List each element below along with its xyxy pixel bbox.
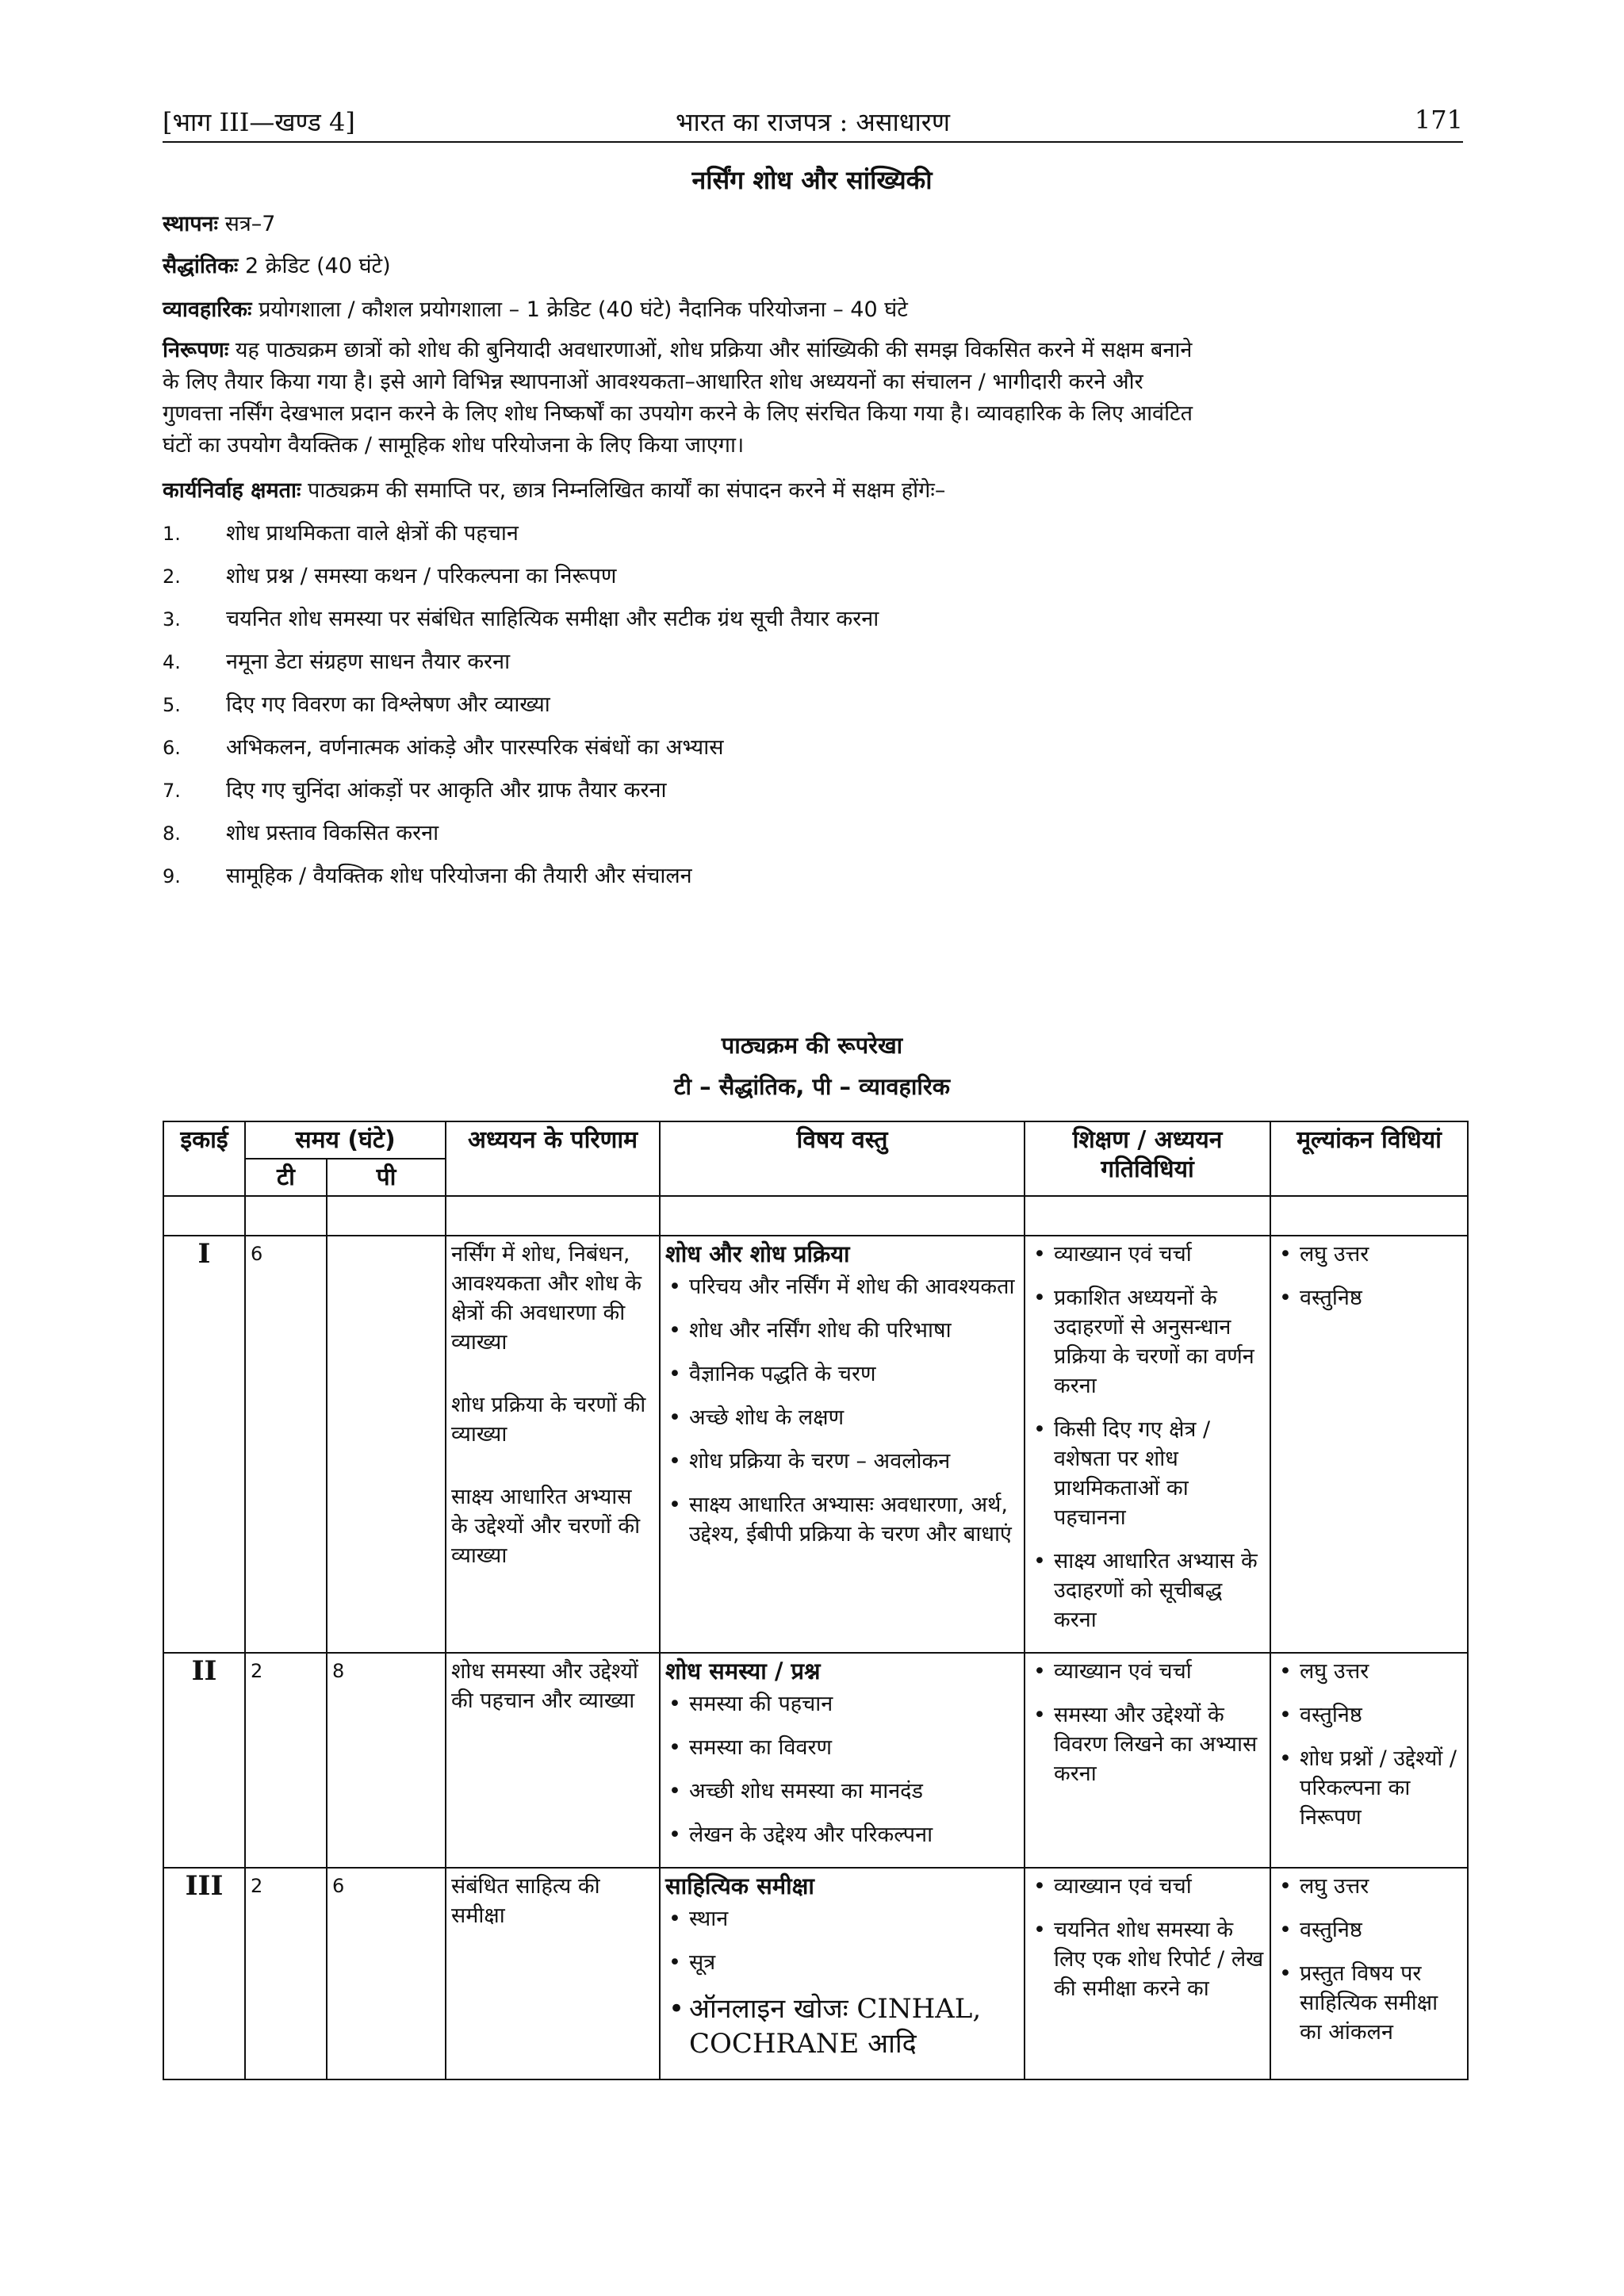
assessment-cell xyxy=(1270,1236,1468,1653)
content-list xyxy=(665,1689,1019,1849)
content-item: • ऑनलाइन खोजः CINHAL, COCHRANE आदि xyxy=(665,1991,1019,2061)
content-item: • वैज्ञानिक पद्धति के चरण xyxy=(665,1359,1019,1389)
outcome-item: साक्ष्य आधारित अभ्यास के उद्देश्यों और चरणों की व्याख्या xyxy=(451,1485,641,1568)
content-cell xyxy=(660,1653,1025,1868)
teaching-item: • व्याख्यान एवं चर्चा xyxy=(1030,1872,1265,1901)
theory-line xyxy=(163,250,1463,279)
practical-line xyxy=(163,293,1463,323)
assessment-item: • प्रस्तुत विषय पर साहित्यिक समीक्षा का आंकलन xyxy=(1276,1959,1462,2047)
content-item: • स्थान xyxy=(665,1904,1019,1934)
outline-subtitle: टी – सैद्धांतिक, पी – व्यावहारिक xyxy=(673,1073,951,1100)
outline-title: पाठ्यक्रम की रूपरेखा xyxy=(721,1032,903,1059)
teaching-list xyxy=(1030,1872,1265,2003)
teaching-list xyxy=(1030,1240,1265,1635)
unit-cell: II xyxy=(163,1653,245,1868)
content-item: • सूत्र xyxy=(665,1948,1019,1977)
assessment-cell xyxy=(1270,1868,1468,2079)
course-title: नर्सिंग शोध और सांख्यिकी xyxy=(691,165,933,195)
competency-item: 1. शोध प्राथमिकता वाले क्षेत्रों की पहचान xyxy=(163,521,519,546)
competency-item: 4. नमूना डेटा संग्रहण साधन तैयार करना xyxy=(163,650,511,674)
table-header-row xyxy=(163,1121,1468,1159)
placement-line xyxy=(163,208,1463,237)
header-unit: इकाई xyxy=(163,1121,245,1196)
table-spacer-row xyxy=(163,1196,1468,1236)
header-teaching: शिक्षण / अध्ययन गतिविधियां xyxy=(1025,1121,1270,1196)
content-list xyxy=(665,1904,1019,2061)
content-item: • समस्या का विवरण xyxy=(665,1733,1019,1762)
teaching-item: • समस्या और उद्देश्यों के विवरण लिखने का अभ्यास करना xyxy=(1030,1700,1265,1788)
description-line: के लिए तैयार किया गया है। इसे आगे विभिन्न स्थापनाओं आवश्यकता–आधारित शोध अध्ययनों का संचालन / भागीदारी करने और xyxy=(163,370,1143,394)
assessment-cell xyxy=(1270,1653,1468,1868)
teaching-cell xyxy=(1025,1653,1270,1868)
description-paragraph xyxy=(163,335,1465,462)
competencies-label: कार्यनिर्वाह क्षमताः xyxy=(163,478,301,503)
assessment-item: • वस्तुनिष्ठ xyxy=(1276,1700,1462,1730)
header-p: पी xyxy=(327,1159,446,1196)
competency-item: 2. शोध प्रश्न / समस्या कथन / परिकल्पना का निरूपण xyxy=(163,564,617,588)
description-line: घंटों का उपयोग वैयक्तिक / सामूहिक शोध परियोजना के लिए किया जाएगा। xyxy=(163,433,745,458)
outcome-item: संबंधित साहित्य की समीक्षा xyxy=(451,1874,600,1928)
competency-item: 7. दिए गए चुनिंदा आंकड़ों पर आकृति और ग्राफ तैयार करना xyxy=(163,778,667,803)
assessment-item: • शोध प्रश्नों / उद्देश्यों / परिकल्पना का निरूपण xyxy=(1276,1744,1462,1832)
outcomes-cell xyxy=(446,1653,660,1868)
assessment-item: • लघु उत्तर xyxy=(1276,1872,1462,1901)
teaching-item: • साक्ष्य आधारित अभ्यास के उदाहरणों को सूचीबद्ध करना xyxy=(1030,1547,1265,1635)
header-outcomes: अध्ययन के परिणाम xyxy=(446,1121,660,1196)
practical-value: प्रयोगशाला / कौशल प्रयोगशाला – 1 क्रेडिट (40 घंटे) नैदानिक परियोजना – 40 घंटे xyxy=(259,297,908,322)
teaching-list xyxy=(1030,1657,1265,1788)
header-part-section: [भाग III—खण्ड 4] xyxy=(163,107,355,137)
content-cell xyxy=(660,1868,1025,2079)
description-label: निरूपणः xyxy=(163,338,229,362)
theory-label: सैद्धांतिकः xyxy=(163,254,239,278)
content-item: • शोध और नर्सिंग शोध की परिभाषा xyxy=(665,1316,1019,1345)
placement-value: सत्र–7 xyxy=(224,212,276,236)
header-content: विषय वस्तु xyxy=(660,1121,1025,1196)
course-outline-table xyxy=(163,1121,1469,2080)
competency-item: 3. चयनित शोध समस्या पर संबंधित साहित्यिक समीक्षा और सटीक ग्रंथ सूची तैयार करना xyxy=(163,607,879,631)
teaching-item: • किसी दिए गए क्षेत्र / वशेषता पर शोध प्राथमिकताओं का पहचानना xyxy=(1030,1415,1265,1532)
header-t: टी xyxy=(245,1159,327,1196)
content-item: • लेखन के उद्देश्य और परिकल्पना xyxy=(665,1820,1019,1849)
competency-item: 8. शोध प्रस्ताव विकसित करना xyxy=(163,821,439,845)
content-item: • अच्छे शोध के लक्षण xyxy=(665,1403,1019,1432)
header-gazette-title: भारत का राजपत्र : असाधारण xyxy=(676,107,950,137)
content-item: • शोध प्रक्रिया के चरण – अवलोकन xyxy=(665,1447,1019,1476)
content-heading: शोध और शोध प्रक्रिया xyxy=(665,1240,850,1267)
content-cell xyxy=(660,1236,1025,1653)
header-time: समय (घंटे) xyxy=(245,1121,446,1159)
content-heading: शोध समस्या / प्रश्न xyxy=(665,1658,821,1685)
teaching-item: • व्याख्यान एवं चर्चा xyxy=(1030,1657,1265,1686)
practical-hours-cell xyxy=(327,1236,446,1653)
header-page-number: 171 xyxy=(1414,105,1463,135)
outcome-item: शोध समस्या और उद्देश्यों की पहचान और व्याख्या xyxy=(451,1659,638,1713)
theory-hours-cell: 2 xyxy=(245,1868,327,2079)
assessment-list xyxy=(1276,1872,1462,2047)
assessment-list xyxy=(1276,1240,1462,1313)
practical-label: व्यावहारिकः xyxy=(163,297,252,322)
competencies-intro: पाठ्यक्रम की समाप्ति पर, छात्र निम्नलिखित कार्यों का संपादन करने में सक्षम होंगेः– xyxy=(308,478,946,503)
assessment-item: • लघु उत्तर xyxy=(1276,1240,1462,1269)
description-line: निरूपणः यह पाठ्यक्रम छात्रों को शोध की बुनियादी अवधारणाओं, शोध प्रक्रिया और सांख्यिकी की समझ विकसित करने में सक्षम बनाने xyxy=(163,338,1193,362)
teaching-item: • व्याख्यान एवं चर्चा xyxy=(1030,1240,1265,1269)
table-row xyxy=(163,1868,1468,2079)
competencies-intro-line xyxy=(163,474,1463,504)
assessment-item: • वस्तुनिष्ठ xyxy=(1276,1915,1462,1945)
outcome-item: नर्सिंग में शोध, निबंधन, आवश्यकता और शोध के क्षेत्रों की अवधारणा की व्याख्या xyxy=(451,1242,642,1355)
content-heading: साहित्यिक समीक्षा xyxy=(665,1872,814,1899)
theory-value: 2 क्रेडिट (40 घंटे) xyxy=(245,254,391,278)
content-item: • अच्छी शोध समस्या का मानदंड xyxy=(665,1777,1019,1806)
outcomes-cell xyxy=(446,1236,660,1653)
unit-cell: III xyxy=(163,1868,245,2079)
assessment-list xyxy=(1276,1657,1462,1832)
content-item: • समस्या की पहचान xyxy=(665,1689,1019,1719)
practical-hours-cell: 8 xyxy=(327,1653,446,1868)
competency-item: 6. अभिकलन, वर्णनात्मक आंकड़े और पारस्परिक संबंधों का अभ्यास xyxy=(163,735,724,760)
teaching-item: • प्रकाशित अध्ययनों के उदाहरणों से अनुसन्धान प्रक्रिया के चरणों का वर्णन करना xyxy=(1030,1283,1265,1401)
outcomes-cell xyxy=(446,1868,660,2079)
assessment-item: • लघु उत्तर xyxy=(1276,1657,1462,1686)
theory-hours-cell: 2 xyxy=(245,1653,327,1868)
header-assessment: मूल्यांकन विधियां xyxy=(1270,1121,1468,1196)
placement-label: स्थापनः xyxy=(163,212,218,236)
teaching-cell xyxy=(1025,1868,1270,2079)
teaching-cell xyxy=(1025,1236,1270,1653)
table-row xyxy=(163,1653,1468,1868)
table-row xyxy=(163,1236,1468,1653)
outcome-item: शोध प्रक्रिया के चरणों की व्याख्या xyxy=(451,1393,646,1447)
practical-hours-cell: 6 xyxy=(327,1868,446,2079)
theory-hours-cell: 6 xyxy=(245,1236,327,1653)
competency-item: 9. सामूहिक / वैयक्तिक शोध परियोजना की तैयारी और संचालन xyxy=(163,864,692,888)
unit-cell: I xyxy=(163,1236,245,1653)
content-item: • साक्ष्य आधारित अभ्यासः अवधारणा, अर्थ, उद्देश्य, ईबीपी प्रक्रिया के चरण और बाधाएं xyxy=(665,1490,1019,1549)
content-list xyxy=(665,1272,1019,1549)
content-item: • परिचय और नर्सिंग में शोध की आवश्यकता xyxy=(665,1272,1019,1301)
description-line: गुणवत्ता नर्सिंग देखभाल प्रदान करने के लिए शोध निष्कर्षों का उपयोग करने के लिए संरचित किया गया है। व्यावहारिक के लिए आवंटित xyxy=(163,401,1193,426)
competency-item: 5. दिए गए विवरण का विश्लेषण और व्याख्या xyxy=(163,692,550,717)
running-header xyxy=(163,94,1463,143)
assessment-item: • वस्तुनिष्ठ xyxy=(1276,1283,1462,1313)
teaching-item: • चयनित शोध समस्या के लिए एक शोध रिपोर्ट / लेख की समीक्षा करने का xyxy=(1030,1915,1265,2003)
